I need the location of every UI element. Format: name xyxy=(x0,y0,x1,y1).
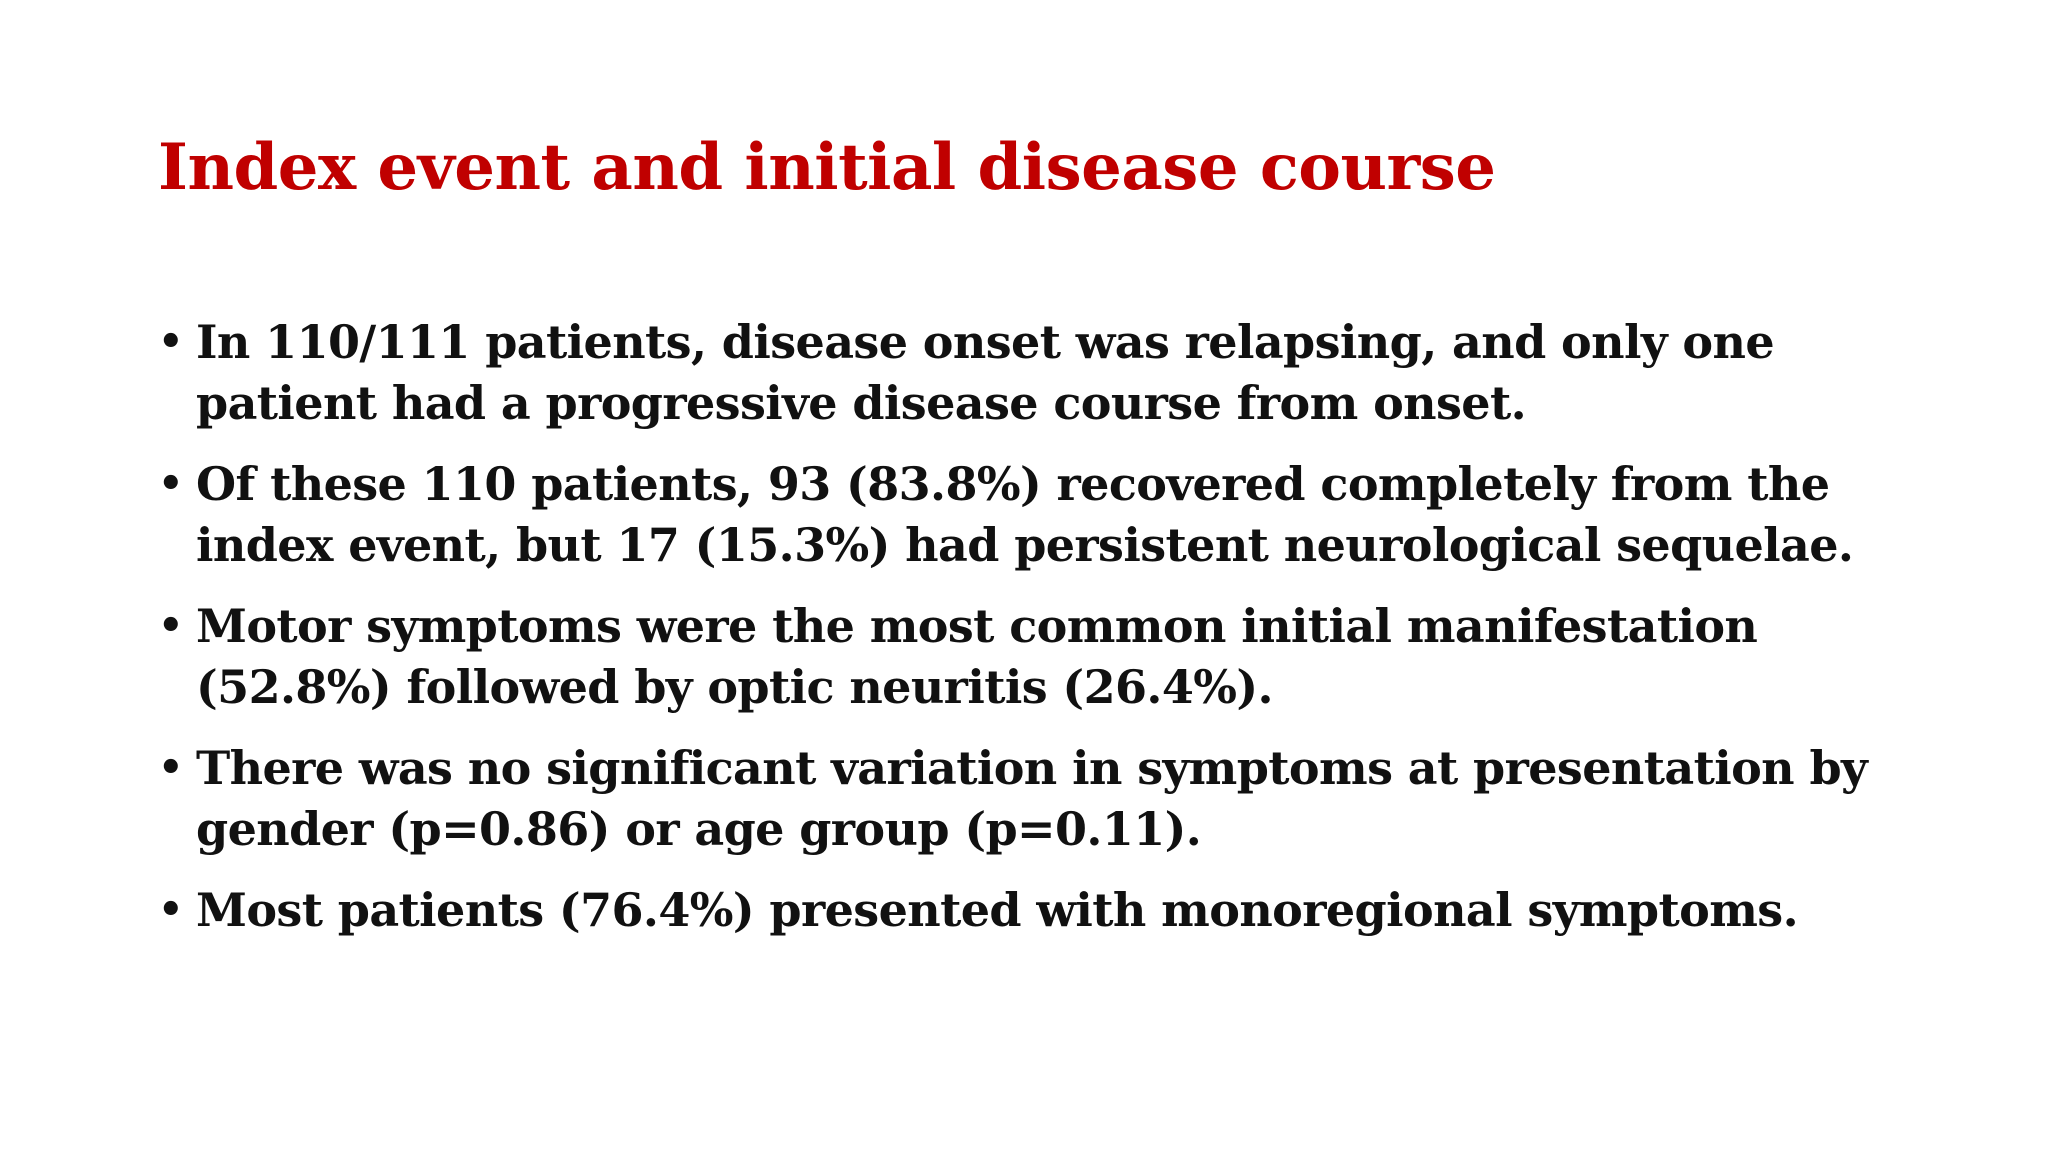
bullet-point-icon: • xyxy=(158,603,183,649)
bullet-point-icon: • xyxy=(158,887,183,933)
bullet-text: There was no significant variation in symptoms at presentation by gender (p=0.86) or age group (p=0.11). xyxy=(196,741,1868,856)
bullet-text: Most patients (76.4%) presented with monoregional symptoms. xyxy=(196,883,1798,937)
bullet-list xyxy=(158,312,1918,961)
bullet-item xyxy=(158,312,1918,434)
bullet-item xyxy=(158,738,1918,860)
bullet-text: In 110/111 patients, disease onset was relapsing, and only one patient had a progressive disease course from onset. xyxy=(196,315,1774,430)
bullet-text: Motor symptoms were the most common initial manifestation (52.8%) followed by optic neuritis (26.4%). xyxy=(196,599,1758,714)
bullet-point-icon: • xyxy=(158,319,183,365)
bullet-item xyxy=(158,454,1918,576)
bullet-point-icon: • xyxy=(158,461,183,507)
bullet-item xyxy=(158,880,1918,941)
bullet-text: Of these 110 patients, 93 (83.8%) recovered completely from the index event, but 17 (15.3%) had persistent neurological sequelae. xyxy=(196,457,1854,572)
slide-title: Index event and initial disease course xyxy=(158,130,1496,205)
bullet-item xyxy=(158,596,1918,718)
bullet-point-icon: • xyxy=(158,745,183,791)
